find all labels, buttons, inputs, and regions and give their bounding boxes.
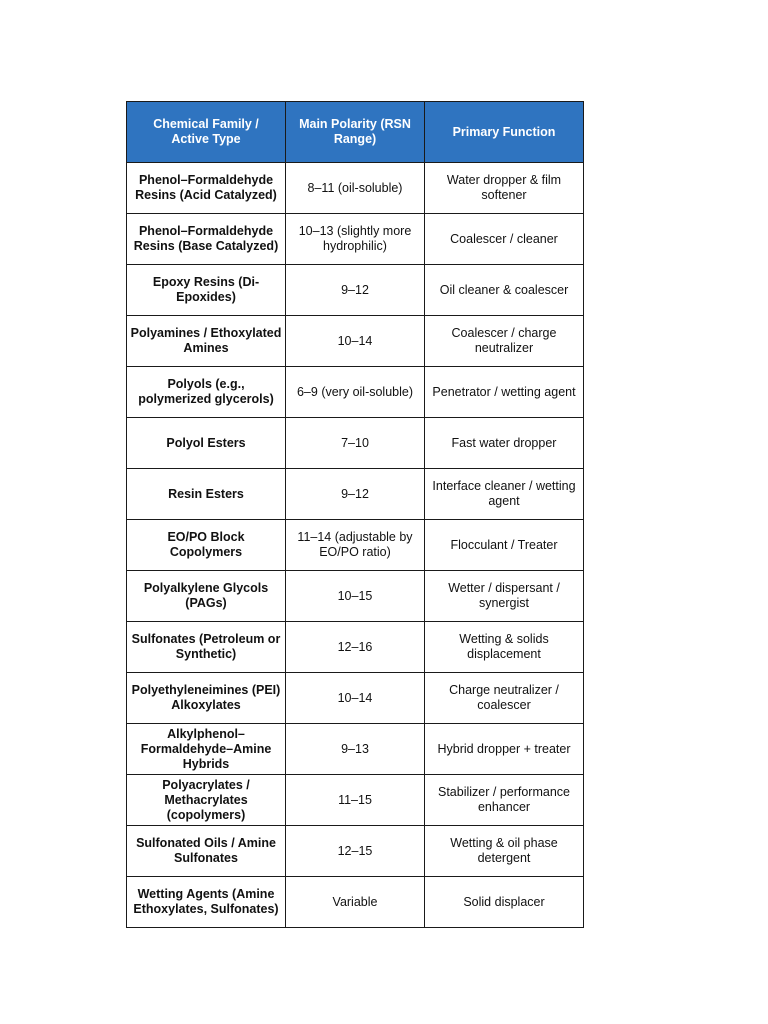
table-row	[127, 367, 584, 418]
cell-chemical-family: Wetting Agents (Amine Ethoxylates, Sulfonates)	[127, 877, 286, 928]
cell-chemical-family: Polyols (e.g., polymerized glycerols)	[127, 367, 286, 418]
cell-function: Coalescer / charge neutralizer	[425, 316, 584, 367]
cell-function: Charge neutralizer / coalescer	[425, 673, 584, 724]
table-row	[127, 724, 584, 775]
cell-chemical-family: Polyacrylates / Methacrylates (copolymers)	[127, 775, 286, 826]
table-row	[127, 214, 584, 265]
cell-polarity: 10–14	[286, 673, 425, 724]
cell-function: Interface cleaner / wetting agent	[425, 469, 584, 520]
cell-polarity: 6–9 (very oil-soluble)	[286, 367, 425, 418]
cell-function: Solid displacer	[425, 877, 584, 928]
cell-polarity: 11–14 (adjustable by EO/PO ratio)	[286, 520, 425, 571]
cell-polarity: 10–14	[286, 316, 425, 367]
cell-polarity: 7–10	[286, 418, 425, 469]
cell-chemical-family: Phenol–Formaldehyde Resins (Acid Catalyzed)	[127, 163, 286, 214]
cell-chemical-family: Polyol Esters	[127, 418, 286, 469]
cell-function: Wetter / dispersant / synergist	[425, 571, 584, 622]
cell-chemical-family: Resin Esters	[127, 469, 286, 520]
cell-function: Water dropper & film softener	[425, 163, 584, 214]
cell-function: Fast water dropper	[425, 418, 584, 469]
cell-polarity: 12–16	[286, 622, 425, 673]
header-row	[127, 102, 584, 163]
cell-function: Oil cleaner & coalescer	[425, 265, 584, 316]
cell-chemical-family: Polyethyleneimines (PEI) Alkoxylates	[127, 673, 286, 724]
cell-polarity: 12–15	[286, 826, 425, 877]
table-row	[127, 520, 584, 571]
cell-function: Hybrid dropper + treater	[425, 724, 584, 775]
cell-polarity: 11–15	[286, 775, 425, 826]
table-row	[127, 877, 584, 928]
table-row	[127, 265, 584, 316]
table-row	[127, 418, 584, 469]
cell-function: Penetrator / wetting agent	[425, 367, 584, 418]
cell-polarity: Variable	[286, 877, 425, 928]
cell-chemical-family: Polyalkylene Glycols (PAGs)	[127, 571, 286, 622]
cell-function: Stabilizer / performance enhancer	[425, 775, 584, 826]
cell-function: Wetting & solids displacement	[425, 622, 584, 673]
cell-chemical-family: Alkylphenol–Formaldehyde–Amine Hybrids	[127, 724, 286, 775]
header-main-polarity: Main Polarity (RSN Range)	[286, 102, 425, 163]
table-row	[127, 163, 584, 214]
cell-chemical-family: Phenol–Formaldehyde Resins (Base Catalyzed)	[127, 214, 286, 265]
table-row	[127, 571, 584, 622]
cell-chemical-family: Polyamines / Ethoxylated Amines	[127, 316, 286, 367]
cell-polarity: 8–11 (oil-soluble)	[286, 163, 425, 214]
table-row	[127, 826, 584, 877]
header-chemical-family: Chemical Family / Active Type	[127, 102, 286, 163]
cell-function: Flocculant / Treater	[425, 520, 584, 571]
cell-polarity: 9–13	[286, 724, 425, 775]
cell-chemical-family: Sulfonated Oils / Amine Sulfonates	[127, 826, 286, 877]
cell-chemical-family: Sulfonates (Petroleum or Synthetic)	[127, 622, 286, 673]
cell-polarity: 10–13 (slightly more hydrophilic)	[286, 214, 425, 265]
cell-chemical-family: Epoxy Resins (Di-Epoxides)	[127, 265, 286, 316]
table-header	[127, 102, 584, 163]
table-row	[127, 775, 584, 826]
cell-function: Wetting & oil phase detergent	[425, 826, 584, 877]
table-row	[127, 622, 584, 673]
cell-polarity: 9–12	[286, 469, 425, 520]
table-row	[127, 673, 584, 724]
cell-polarity: 9–12	[286, 265, 425, 316]
demulsifier-table	[126, 101, 584, 928]
table-row	[127, 316, 584, 367]
header-primary-function: Primary Function	[425, 102, 584, 163]
cell-polarity: 10–15	[286, 571, 425, 622]
cell-chemical-family: EO/PO Block Copolymers	[127, 520, 286, 571]
table-row	[127, 469, 584, 520]
table-body	[127, 163, 584, 928]
cell-function: Coalescer / cleaner	[425, 214, 584, 265]
